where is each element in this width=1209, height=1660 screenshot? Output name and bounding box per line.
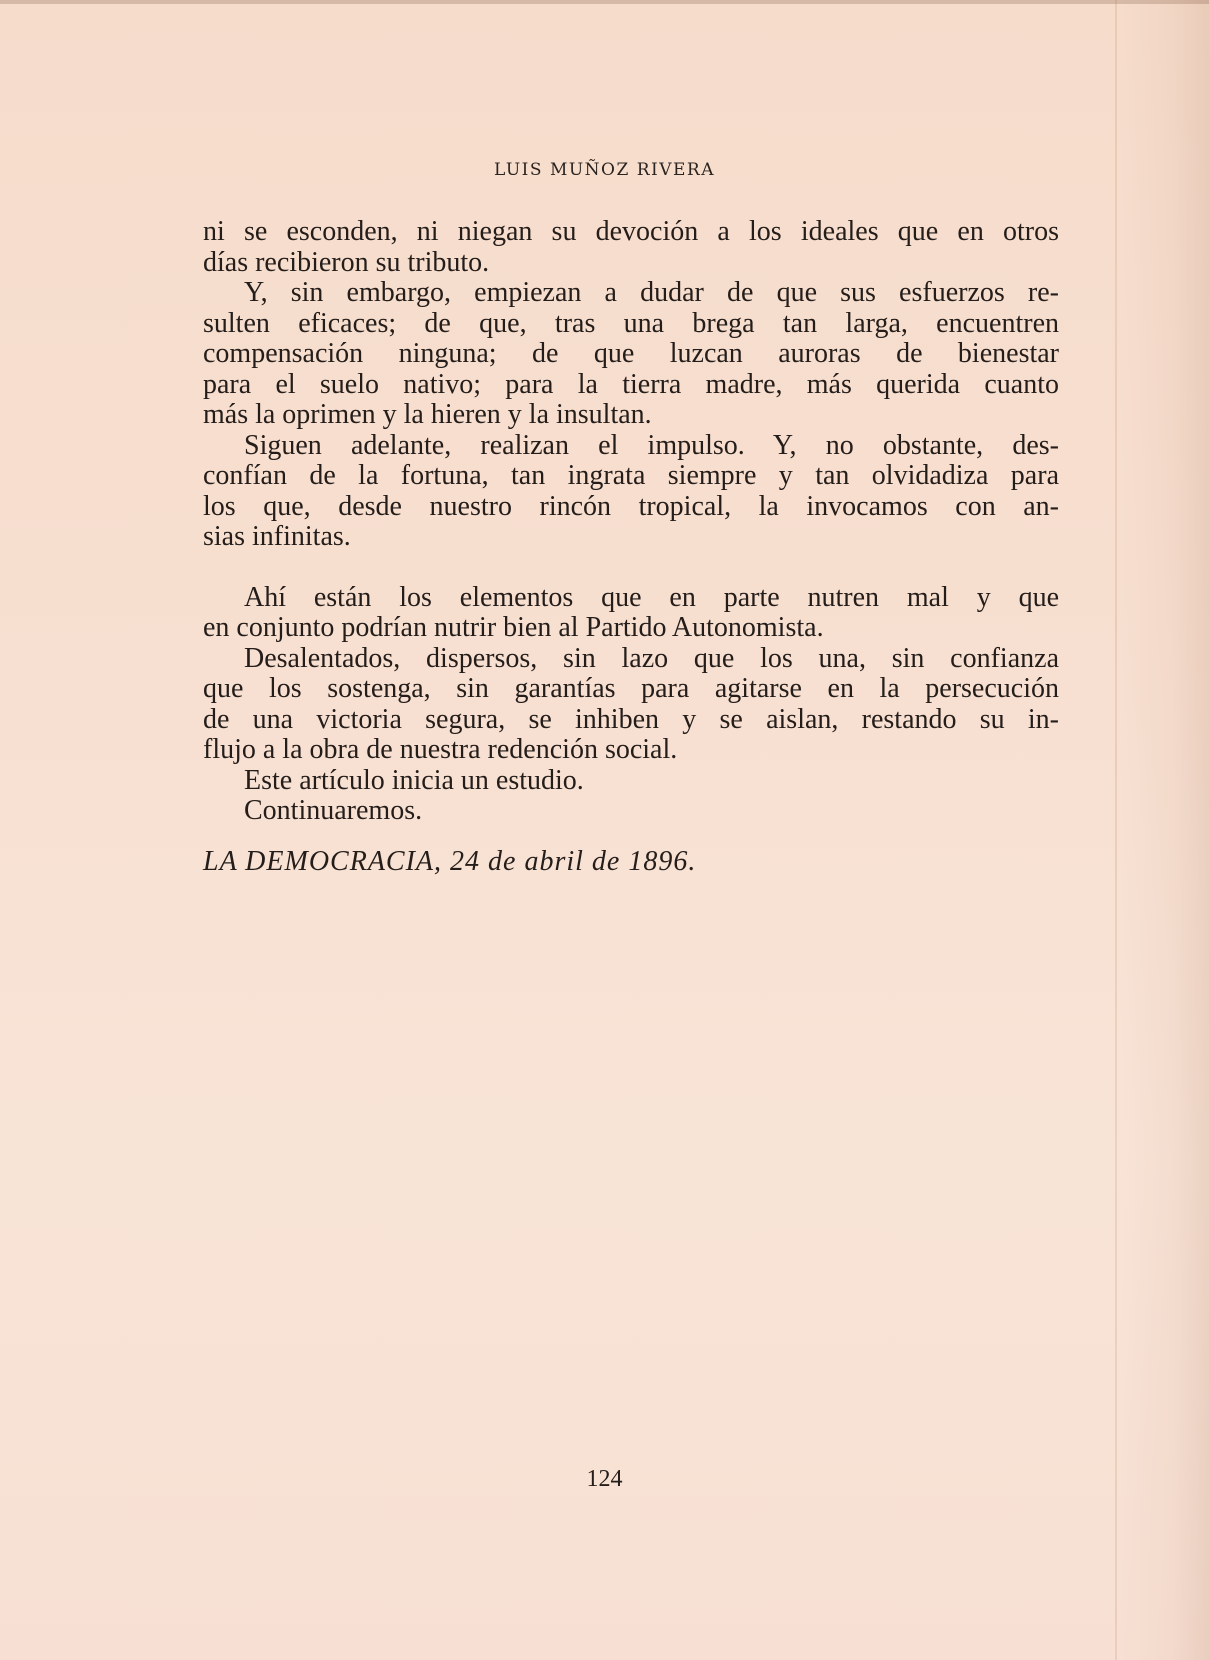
text-line: confían de la fortuna, tan ingrata siempre y tan olvidadiza para	[203, 460, 1059, 491]
section-gap	[203, 553, 1059, 583]
text-line: días recibieron su tributo.	[203, 246, 490, 278]
text-line: que los sostenga, sin garantías para agitarse en la persecución	[203, 673, 1059, 704]
text-line: en conjunto podrían nutrir bien al Partido Autonomista.	[203, 612, 824, 643]
text-line: Siguen adelante, realizan el impulso. Y, no obstante, des-	[244, 429, 1059, 461]
text-line: para el suelo nativo; para la tierra madre, más querida cuanto	[203, 368, 1059, 400]
text-line: sulten eficaces; de que, tras una brega tan larga, encuentren	[203, 307, 1059, 339]
text-line: flujo a la obra de nuestra redención social.	[203, 734, 678, 765]
text-line: Continuaremos.	[244, 795, 423, 826]
running-head: LUIS MUÑOZ RIVERA	[494, 160, 715, 180]
page-top-edge	[0, 0, 1209, 4]
text-line: los que, desde nuestro rincón tropical, la invocamos con an-	[203, 490, 1059, 522]
text-line: más la oprimen y la hieren y la insultan.	[203, 399, 652, 430]
text-line: Ahí están los elementos que en parte nutren mal y que	[244, 581, 1059, 613]
source-citation: LA DEMOCRACIA, 24 de abril de 1896.	[203, 846, 697, 877]
text-line: de una victoria segura, se inhiben y se aislan, restando su in-	[203, 703, 1059, 735]
text-line: Este artículo inicia un estudio.	[244, 764, 584, 796]
text-line: Y, sin embargo, empiezan a dudar de que sus esfuerzos re-	[244, 277, 1059, 308]
article-body	[203, 217, 1059, 827]
text-line: compensación ninguna; de que luzcan auroras de bienestar	[203, 338, 1059, 369]
text-line: ni se esconden, ni niegan su devoción a los ideales que en otros	[203, 216, 1059, 247]
text-line: Desalentados, dispersos, sin lazo que los una, sin confianza	[244, 642, 1059, 674]
page-fold-line	[1115, 0, 1117, 1660]
page-number: 124	[586, 1466, 623, 1492]
page-right-shading	[1119, 0, 1209, 1660]
text-line: sias infinitas.	[203, 521, 351, 552]
